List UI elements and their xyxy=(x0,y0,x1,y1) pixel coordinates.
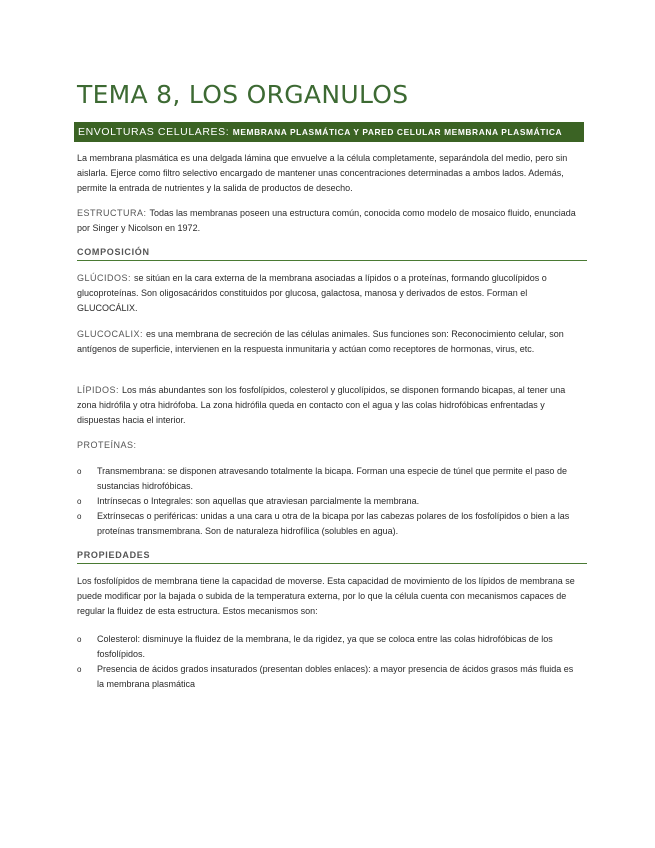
bullet-icon: o xyxy=(77,665,82,674)
bullet-icon: o xyxy=(77,635,82,644)
bullet-icon: o xyxy=(77,467,82,476)
glucocalix-lead: GLUCOCALIX: xyxy=(77,329,147,339)
proteinas-list xyxy=(77,464,577,539)
list-item: o Intrínsecas o Integrales: son aquellas que atraviesan parcialmente la membrana. xyxy=(77,494,577,509)
page-title: TEMA 8, LOS ORGANULOS xyxy=(77,80,409,109)
propiedades-list xyxy=(77,632,577,692)
lipidos-paragraph xyxy=(77,383,582,428)
bullet-icon: o xyxy=(77,497,82,506)
glucocalix-paragraph xyxy=(77,327,582,357)
composicion-heading: COMPOSICIÓN xyxy=(77,247,587,261)
banner-lead: ENVOLTURAS CELULARES: xyxy=(78,126,233,138)
section-banner xyxy=(74,122,584,142)
list-item: o Transmembrana: se disponen atravesando totalmente la bicapa. Forman una especie de túnel que permite el paso de sustancias hidrofóbicas. xyxy=(77,466,567,491)
glucidos-lead: GLÚCIDOS: xyxy=(77,273,135,283)
glucidos-paragraph xyxy=(77,271,582,316)
propiedades-heading: PROPIEDADES xyxy=(77,550,587,564)
lipidos-text: Los más abundantes son los fosfolípidos, colesterol y glucolípidos, se disponen formando bicapas, al tener una zona hidrófila y otra hidrófoba. La zona hidrófila queda en contacto con el agua y las colas hidrofóbicas enfrentadas y dispuestas hacia el interior. xyxy=(77,385,566,425)
estructura-paragraph xyxy=(77,206,582,236)
lipidos-lead: LÍPIDOS: xyxy=(77,385,123,395)
glucocalix-text: es una membrana de secreción de las células animales. Sus funciones son: Reconocimiento celular, son antígenos de superficie, intervienen en la respuesta inmunitaria y actúan como receptores de hormonas, virus, etc. xyxy=(77,329,564,354)
propiedades-paragraph: Los fosfolípidos de membrana tiene la capacidad de moverse. Esta capacidad de movimiento de los lípidos de membrana se puede modificar por la bajada o subida de la temperatura externa, por lo que la célula cuenta con mecanismos capaces de regular la fluidez de esta estructura. Estos mecanismos son: xyxy=(77,576,575,616)
banner-rest: MEMBRANA PLASMÁTICA Y PARED CELULAR MEMBRANA PLASMÁTICA xyxy=(232,127,563,137)
intro-paragraph: La membrana plasmática es una delgada lámina que envuelve a la célula completamente, separándola del medio, pero sin aislarla. Ejerce como filtro selectivo encargado de mantener unas concentraciones determinadas a ambos lados. Además, permite la entrada de nutrientes y la salida de productos de desecho. xyxy=(77,153,568,193)
bullet-icon: o xyxy=(77,512,82,521)
list-item: o Presencia de ácidos grados insaturados (presentan dobles enlaces): a mayor presencia de ácidos grasos más fluida es la membrana plasmática xyxy=(77,664,574,689)
list-item: o Extrínsecas o periféricas: unidas a una cara u otra de la bicapa por las cabezas polares de los fosfolípidos o bien a las proteínas transmembrana. Son de naturaleza hidrofílica (solubles en agua). xyxy=(77,511,570,536)
estructura-text: Todas las membranas poseen una estructura común, conocida como modelo de mosaico fluido, enunciada por Singer y Nicolson en 1972. xyxy=(77,208,576,233)
estructura-lead: ESTRUCTURA: xyxy=(77,208,150,218)
proteinas-heading: PROTEÍNAS: xyxy=(77,440,137,450)
glucidos-text: se sitúan en la cara externa de la membrana asociadas a lípidos o a proteínas, formando glucolípidos o glucoproteínas. Son oligosacáridos constituidos por glucosa, galactosa, manosa y derivados de estos. Forman el GLUCOCÁLIX. xyxy=(77,273,547,313)
list-item: o Colesterol: disminuye la fluidez de la membrana, le da rigidez, ya que se coloca entre las colas hidrofóbicas de los fosfolípidos. xyxy=(77,634,553,659)
